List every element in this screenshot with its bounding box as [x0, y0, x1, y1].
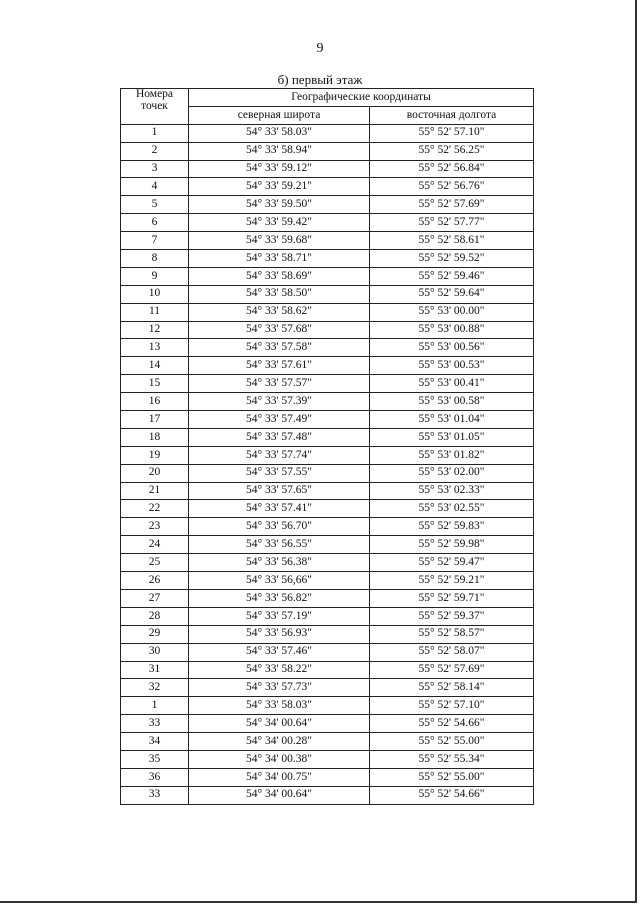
- point-number-cell: 5: [121, 196, 189, 214]
- point-number-cell: 21: [121, 482, 189, 500]
- longitude-cell: 55° 52' 57.69": [370, 196, 534, 214]
- longitude-cell: 55° 52' 57.69": [370, 661, 534, 679]
- point-number-cell: 7: [121, 232, 189, 250]
- point-number-cell: 14: [121, 357, 189, 375]
- longitude-cell: 55° 52' 59.83": [370, 518, 534, 536]
- point-number-cell: 28: [121, 607, 189, 625]
- table-row: [121, 589, 534, 607]
- latitude-cell: 54° 33' 58.22": [189, 661, 370, 679]
- point-number-cell: 25: [121, 554, 189, 572]
- longitude-cell: 55° 52' 59.21": [370, 572, 534, 590]
- table-row: [121, 607, 534, 625]
- point-number-cell: 36: [121, 768, 189, 786]
- latitude-cell: 54° 33' 57.74": [189, 446, 370, 464]
- point-number-cell: 2: [121, 142, 189, 160]
- point-number-cell: 18: [121, 428, 189, 446]
- longitude-cell: 55° 52' 59.64": [370, 285, 534, 303]
- latitude-cell: 54° 33' 56.82": [189, 589, 370, 607]
- point-number-cell: 26: [121, 572, 189, 590]
- latitude-cell: 54° 34' 00.75": [189, 768, 370, 786]
- table-row: [121, 446, 534, 464]
- table-row: [121, 339, 534, 357]
- latitude-cell: 54° 33' 59.50": [189, 196, 370, 214]
- point-number-cell: 16: [121, 393, 189, 411]
- latitude-cell: 54° 33' 56.93": [189, 625, 370, 643]
- latitude-cell: 54° 33' 57.39": [189, 393, 370, 411]
- table-row: [121, 196, 534, 214]
- header-latitude: северная широта: [189, 106, 370, 124]
- longitude-cell: 55° 52' 59.47": [370, 554, 534, 572]
- point-number-cell: 12: [121, 321, 189, 339]
- latitude-cell: 54° 33' 59.42": [189, 214, 370, 232]
- header-point-number-line1: Номера: [135, 88, 174, 100]
- table-row: [121, 375, 534, 393]
- table-row: [121, 750, 534, 768]
- table-row: [121, 625, 534, 643]
- table-row: [121, 393, 534, 411]
- table-row: [121, 482, 534, 500]
- table-row: [121, 733, 534, 751]
- point-number-cell: 27: [121, 589, 189, 607]
- table-row: [121, 357, 534, 375]
- point-number-cell: 33: [121, 786, 189, 804]
- latitude-cell: 54° 33' 57.48": [189, 428, 370, 446]
- table-row: [121, 572, 534, 590]
- table-row: [121, 303, 534, 321]
- latitude-cell: 54° 34' 00.64": [189, 786, 370, 804]
- point-number-cell: 11: [121, 303, 189, 321]
- table-row: [121, 768, 534, 786]
- header-longitude: восточная долгота: [370, 106, 534, 124]
- point-number-cell: 17: [121, 411, 189, 429]
- table-row: [121, 715, 534, 733]
- table-caption: б) первый этаж: [277, 72, 363, 87]
- point-number-cell: 31: [121, 661, 189, 679]
- longitude-cell: 55° 52' 59.46": [370, 267, 534, 285]
- longitude-cell: 55° 53' 00.56": [370, 339, 534, 357]
- table-row: [121, 536, 534, 554]
- latitude-cell: 54° 33' 58.71": [189, 250, 370, 268]
- longitude-cell: 55° 53' 00.88": [370, 321, 534, 339]
- table-row: [121, 142, 534, 160]
- header-point-number: [121, 89, 189, 125]
- longitude-cell: 55° 52' 54.66": [370, 715, 534, 733]
- latitude-cell: 54° 33' 58.62": [189, 303, 370, 321]
- latitude-cell: 54° 33' 58.69": [189, 267, 370, 285]
- longitude-cell: 55° 53' 02.55": [370, 500, 534, 518]
- longitude-cell: 55° 53' 02.00": [370, 464, 534, 482]
- longitude-cell: 55° 52' 59.37": [370, 607, 534, 625]
- table-row: [121, 697, 534, 715]
- table-row: [121, 464, 534, 482]
- latitude-cell: 54° 33' 56,66": [189, 572, 370, 590]
- table-row: [121, 428, 534, 446]
- point-number-cell: 4: [121, 178, 189, 196]
- point-number-cell: 22: [121, 500, 189, 518]
- longitude-cell: 55° 52' 59.52": [370, 250, 534, 268]
- latitude-cell: 54° 33' 58.03": [189, 697, 370, 715]
- latitude-cell: 54° 33' 58.94": [189, 142, 370, 160]
- longitude-cell: 55° 52' 57.10": [370, 697, 534, 715]
- longitude-cell: 55° 52' 54.66": [370, 786, 534, 804]
- latitude-cell: 54° 33' 56.38": [189, 554, 370, 572]
- point-number-cell: 24: [121, 536, 189, 554]
- point-number-cell: 32: [121, 679, 189, 697]
- latitude-cell: 54° 33' 59.21": [189, 178, 370, 196]
- longitude-cell: 55° 53' 01.82": [370, 446, 534, 464]
- longitude-cell: 55° 52' 59.98": [370, 536, 534, 554]
- point-number-cell: 6: [121, 214, 189, 232]
- longitude-cell: 55° 52' 57.77": [370, 214, 534, 232]
- longitude-cell: 55° 53' 02.33": [370, 482, 534, 500]
- point-number-cell: 20: [121, 464, 189, 482]
- longitude-cell: 55° 52' 59.71": [370, 589, 534, 607]
- latitude-cell: 54° 33' 59.12": [189, 160, 370, 178]
- latitude-cell: 54° 33' 57.65": [189, 482, 370, 500]
- page-number: 9: [316, 41, 324, 56]
- latitude-cell: 54° 33' 57.19": [189, 607, 370, 625]
- longitude-cell: 55° 53' 01.05": [370, 428, 534, 446]
- longitude-cell: 55° 53' 00.53": [370, 357, 534, 375]
- longitude-cell: 55° 53' 00.00": [370, 303, 534, 321]
- point-number-cell: 10: [121, 285, 189, 303]
- longitude-cell: 55° 52' 56.76": [370, 178, 534, 196]
- latitude-cell: 54° 33' 57.73": [189, 679, 370, 697]
- latitude-cell: 54° 33' 57.61": [189, 357, 370, 375]
- point-number-cell: 9: [121, 267, 189, 285]
- table-row: [121, 124, 534, 142]
- longitude-cell: 55° 53' 00.41": [370, 375, 534, 393]
- table-row: [121, 267, 534, 285]
- point-number-cell: 15: [121, 375, 189, 393]
- longitude-cell: 55° 52' 58.07": [370, 643, 534, 661]
- latitude-cell: 54° 33' 57.57": [189, 375, 370, 393]
- table-row: [121, 232, 534, 250]
- longitude-cell: 55° 52' 57.10": [370, 124, 534, 142]
- point-number-cell: 29: [121, 625, 189, 643]
- latitude-cell: 54° 34' 00.28": [189, 733, 370, 751]
- longitude-cell: 55° 53' 00.58": [370, 393, 534, 411]
- longitude-cell: 55° 52' 56.84": [370, 160, 534, 178]
- latitude-cell: 54° 33' 57.49": [189, 411, 370, 429]
- latitude-cell: 54° 34' 00.38": [189, 750, 370, 768]
- table-row: [121, 160, 534, 178]
- point-number-cell: 3: [121, 160, 189, 178]
- table-row: [121, 554, 534, 572]
- latitude-cell: 54° 33' 57.41": [189, 500, 370, 518]
- table-row: [121, 786, 534, 804]
- table-row: [121, 321, 534, 339]
- point-number-cell: 1: [121, 124, 189, 142]
- table-row: [121, 518, 534, 536]
- latitude-cell: 54° 33' 57.58": [189, 339, 370, 357]
- latitude-cell: 54° 33' 56.70": [189, 518, 370, 536]
- table-row: [121, 643, 534, 661]
- point-number-cell: 19: [121, 446, 189, 464]
- table-row: [121, 661, 534, 679]
- table-row: [121, 285, 534, 303]
- longitude-cell: 55° 52' 58.57": [370, 625, 534, 643]
- latitude-cell: 54° 33' 58.50": [189, 285, 370, 303]
- table-row: [121, 178, 534, 196]
- longitude-cell: 55° 52' 55.00": [370, 733, 534, 751]
- coordinates-table: [120, 88, 534, 805]
- longitude-cell: 55° 52' 58.14": [370, 679, 534, 697]
- latitude-cell: 54° 33' 56.55": [189, 536, 370, 554]
- latitude-cell: 54° 33' 58.03": [189, 124, 370, 142]
- point-number-cell: 30: [121, 643, 189, 661]
- table-row: [121, 411, 534, 429]
- longitude-cell: 55° 52' 56.25": [370, 142, 534, 160]
- latitude-cell: 54° 33' 59.68": [189, 232, 370, 250]
- longitude-cell: 55° 52' 58.61": [370, 232, 534, 250]
- header-point-number-line2: точек: [141, 99, 168, 112]
- point-number-cell: 33: [121, 715, 189, 733]
- latitude-cell: 54° 34' 00.64": [189, 715, 370, 733]
- longitude-cell: 55° 52' 55.34": [370, 750, 534, 768]
- table-row: [121, 250, 534, 268]
- point-number-cell: 34: [121, 733, 189, 751]
- point-number-cell: 8: [121, 250, 189, 268]
- point-number-cell: 23: [121, 518, 189, 536]
- table-row: [121, 214, 534, 232]
- latitude-cell: 54° 33' 57.68": [189, 321, 370, 339]
- table-row: [121, 500, 534, 518]
- longitude-cell: 55° 52' 55.00": [370, 768, 534, 786]
- header-geo-coordinates: Географические координаты: [189, 89, 534, 107]
- point-number-cell: 1: [121, 697, 189, 715]
- latitude-cell: 54° 33' 57.46": [189, 643, 370, 661]
- table-row: [121, 679, 534, 697]
- point-number-cell: 13: [121, 339, 189, 357]
- latitude-cell: 54° 33' 57.55": [189, 464, 370, 482]
- longitude-cell: 55° 53' 01.04": [370, 411, 534, 429]
- point-number-cell: 35: [121, 750, 189, 768]
